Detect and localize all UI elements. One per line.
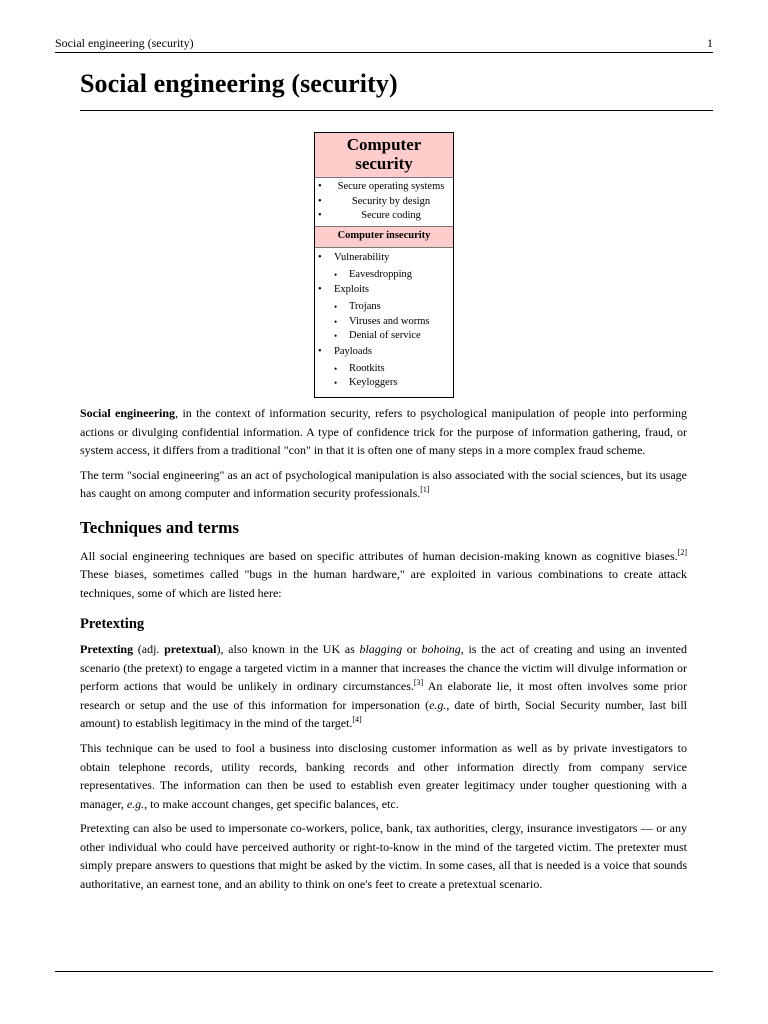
- term-pretexting: Pretexting: [80, 641, 134, 656]
- infobox-link-rootkits[interactable]: • Rootkits: [334, 362, 453, 377]
- term-blagging: blagging: [359, 641, 403, 656]
- infobox-item-payloads: [315, 344, 453, 391]
- intro-paragraph-1: [80, 404, 687, 460]
- article-body: [80, 404, 687, 900]
- header-divider: [55, 52, 713, 53]
- page-number: 1: [707, 36, 713, 50]
- footer-divider: [55, 971, 713, 972]
- reference-3[interactable]: [3]: [413, 678, 424, 688]
- intro-paragraph-2: [80, 466, 687, 503]
- page-title: Social engineering (security): [80, 69, 398, 98]
- infobox-item-exploits: [315, 282, 453, 344]
- pretexting-text: , is the act of creating and using an invented scenario (the pretext) to engage a targeted victim in a manner that increases the chance the victim will divulge information or perform actions that would be unlikely in ordinary circumstances.: [80, 641, 688, 694]
- pretexting-paragraph-3: Pretexting can also be used to impersonate co-workers, police, bank, tax authorities, clergy, insurance investigators — or any other individual who could have perceived authority or right-to-know in the mind of the targeted victim. The pretexter must simply prepare answers to questions that might be asked by the victim. In some cases, all that is needed is a voice that sounds authoritative, an earnest tone, and an ability to think on one's feet to create a pretextual scenario.: [80, 821, 687, 892]
- reference-1[interactable]: [1]: [420, 485, 430, 495]
- pretexting-text: An elaborate lie, it most often involves some prior research or setup and the use of this information for impersonation (: [80, 679, 687, 712]
- exploits-sublist: [334, 297, 453, 344]
- techniques-paragraph: [80, 547, 687, 603]
- pretexting-paragraph-1: [80, 640, 687, 733]
- infobox-link-vulnerability[interactable]: Vulnerability: [334, 251, 390, 263]
- infobox-item-vulnerability: [315, 250, 453, 283]
- secure-list: [315, 178, 453, 227]
- infobox-link-viruses-worms[interactable]: • Viruses and worms: [334, 315, 453, 330]
- pretexting-text: (adj.: [133, 641, 165, 656]
- infobox-link-secure-coding[interactable]: • Secure coding: [315, 209, 453, 224]
- infobox-link-security-by-design[interactable]: • Security by design: [315, 195, 453, 210]
- pretexting-text-2b: , to make account changes, get specific balances, etc.: [144, 796, 399, 811]
- infobox-link-denial-of-service[interactable]: • Denial of service: [334, 329, 453, 344]
- term-social-engineering: Social engineering: [80, 406, 176, 420]
- running-title: Social engineering (security): [55, 36, 194, 50]
- term-bohoing: bohoing: [421, 641, 461, 656]
- abbr-eg: e.g.: [126, 796, 145, 811]
- infobox-subheading: Computer insecurity: [315, 227, 453, 248]
- insecurity-list: [315, 248, 453, 397]
- payloads-sublist: [334, 359, 453, 391]
- abbr-eg: e.g.: [429, 697, 447, 712]
- pretexting-text: ), also known in the UK as: [216, 641, 360, 656]
- computer-security-infobox: [314, 132, 454, 398]
- infobox-link-exploits[interactable]: Exploits: [334, 284, 370, 295]
- infobox-heading: Computer security: [315, 133, 453, 178]
- section-heading-techniques: Techniques and terms: [80, 517, 240, 537]
- infobox-link-trojans[interactable]: • Trojans: [334, 300, 453, 315]
- term-pretextual: pretextual: [164, 641, 217, 656]
- title-divider: [80, 110, 713, 111]
- intro-text-2: The term "social engineering" as an act of psychological manipulation is also associated with the social sciences, but its usage has caught on among computer and information security professionals.: [80, 467, 687, 501]
- infobox-link-payloads[interactable]: Payloads: [334, 345, 372, 357]
- techniques-text-b: These biases, sometimes called "bugs in the human hardware," are exploited in various combinations to create attack techniques, some of which are listed here:: [80, 567, 687, 600]
- vulnerability-sublist: [334, 265, 453, 283]
- subsection-heading-pretexting: Pretexting: [80, 616, 145, 633]
- pretexting-text: or: [402, 641, 422, 656]
- infobox-link-secure-os[interactable]: • Secure operating systems: [315, 180, 453, 195]
- pretexting-paragraph-2: [80, 739, 687, 813]
- reference-2[interactable]: [2]: [677, 547, 687, 557]
- infobox-link-keyloggers[interactable]: • Keyloggers: [334, 376, 453, 391]
- pretexting-text-2a: This technique can be used to fool a business into disclosing customer information as well as by private investigators to obtain telephone records, utility records, banking records and other information directly from company service representatives. The information can then be used to establish even greater legitimacy under tougher questioning with a manager,: [80, 740, 687, 811]
- intro-text-1: , in the context of information security, refers to psychological manipulation of people into performing actions or divulging confidential information. A type of confidence trick for the purpose of information gathering, fraud, or system access, it differs from a traditional "con" in that it is often one of many steps in a more complex fraud scheme.: [80, 406, 687, 458]
- techniques-text-a: All social engineering techniques are based on specific attributes of human decision-making known as cognitive biases.: [80, 548, 678, 563]
- pretexting-text: , date of birth, Social Security number, last bill amount) to establish legitimacy in the mind of the target.: [80, 697, 687, 731]
- infobox-link-eavesdropping[interactable]: • Eavesdropping: [334, 268, 453, 283]
- reference-4[interactable]: [4]: [352, 715, 362, 725]
